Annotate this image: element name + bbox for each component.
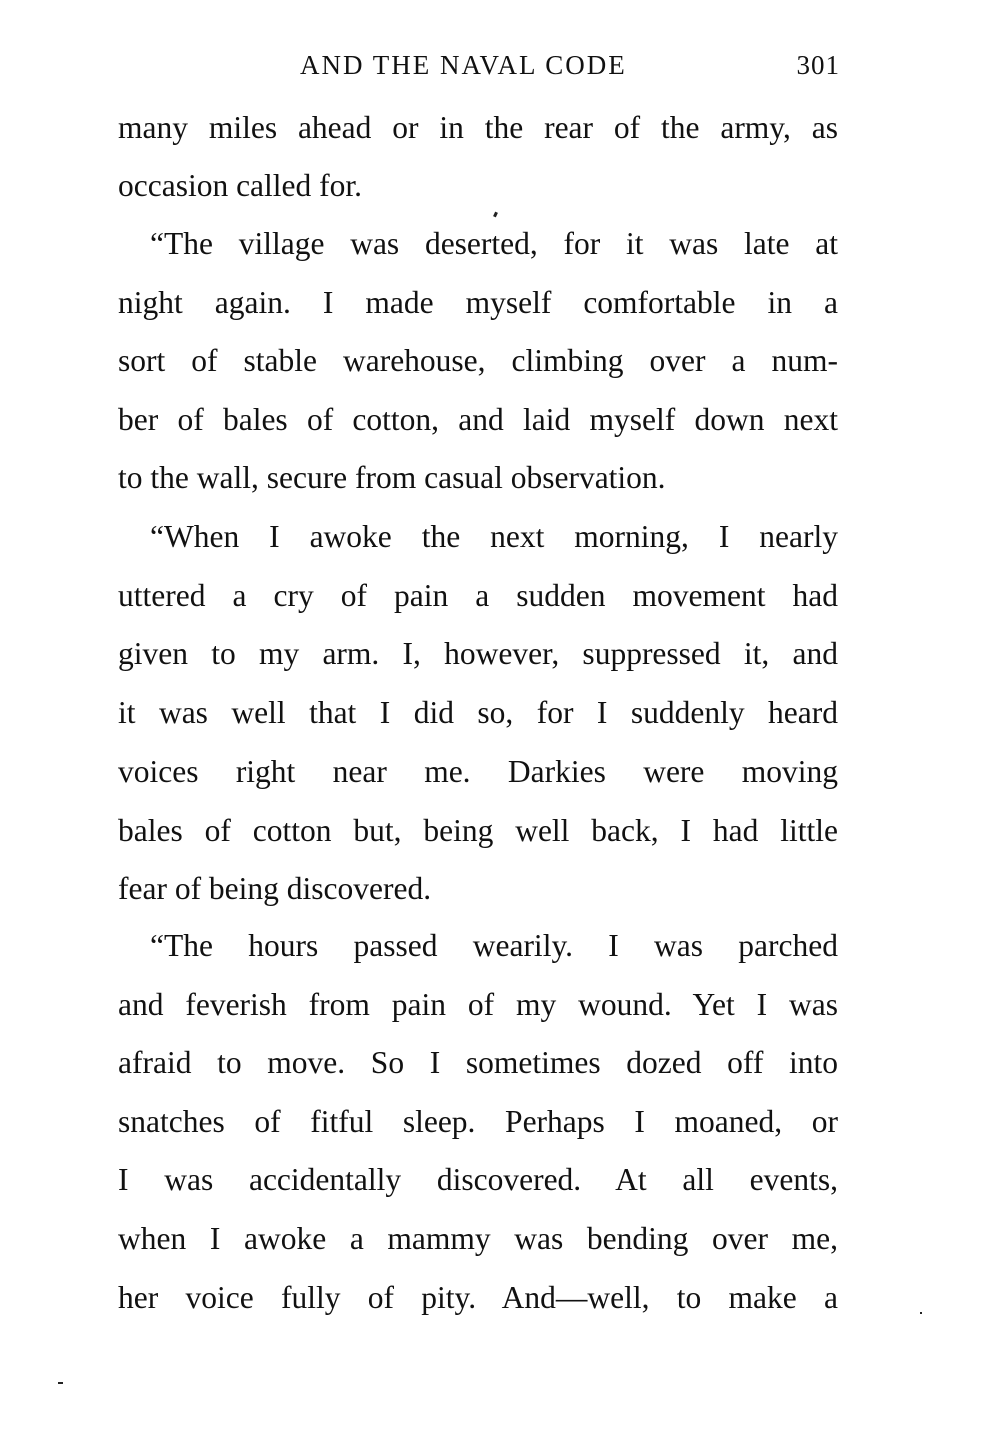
- text-line: to the wall, secure from casual observation.: [118, 460, 666, 495]
- text-line: voices right near me. Darkies were moving: [118, 754, 838, 789]
- text-line: ber of bales of cotton, and laid myself down next: [118, 402, 838, 437]
- text-line: many miles ahead or in the rear of the army, as: [118, 110, 838, 145]
- text-line: bales of cotton but, being well back, I had little: [118, 813, 838, 848]
- scan-speck: [920, 1312, 922, 1314]
- text-line: occasion called for.: [118, 168, 363, 203]
- text-line: uttered a cry of pain a sudden movement had: [118, 578, 838, 613]
- text-line: “The village was deserted, for it was late at: [150, 226, 838, 261]
- text-line: sort of stable warehouse, climbing over a num-: [118, 343, 838, 378]
- text-line: “The hours passed wearily. I was parched: [150, 928, 838, 963]
- text-line: when I awoke a mammy was bending over me,: [118, 1221, 838, 1256]
- text-line: fear of being discovered.: [118, 871, 432, 906]
- text-line: night again. I made myself comfortable in a: [118, 285, 838, 320]
- scan-speck: [58, 1382, 63, 1384]
- text-line: and feverish from pain of my wound. Yet I was: [118, 987, 838, 1022]
- running-head: [118, 50, 840, 86]
- running-title: AND THE NAVAL CODE: [300, 50, 627, 80]
- text-line: snatches of fitful sleep. Perhaps I moaned, or: [118, 1104, 838, 1139]
- text-line: her voice fully of pity. And—well, to make a: [118, 1280, 838, 1315]
- text-line: it was well that I did so, for I suddenly heard: [118, 695, 838, 730]
- text-line: “When I awoke the next morning, I nearly: [150, 519, 838, 554]
- page-number: 301: [796, 50, 840, 80]
- scan-speck: [493, 212, 498, 218]
- text-line: I was accidentally discovered. At all events,: [118, 1162, 838, 1197]
- text-line: afraid to move. So I sometimes dozed off into: [118, 1045, 838, 1080]
- text-line: given to my arm. I, however, suppressed it, and: [118, 636, 838, 671]
